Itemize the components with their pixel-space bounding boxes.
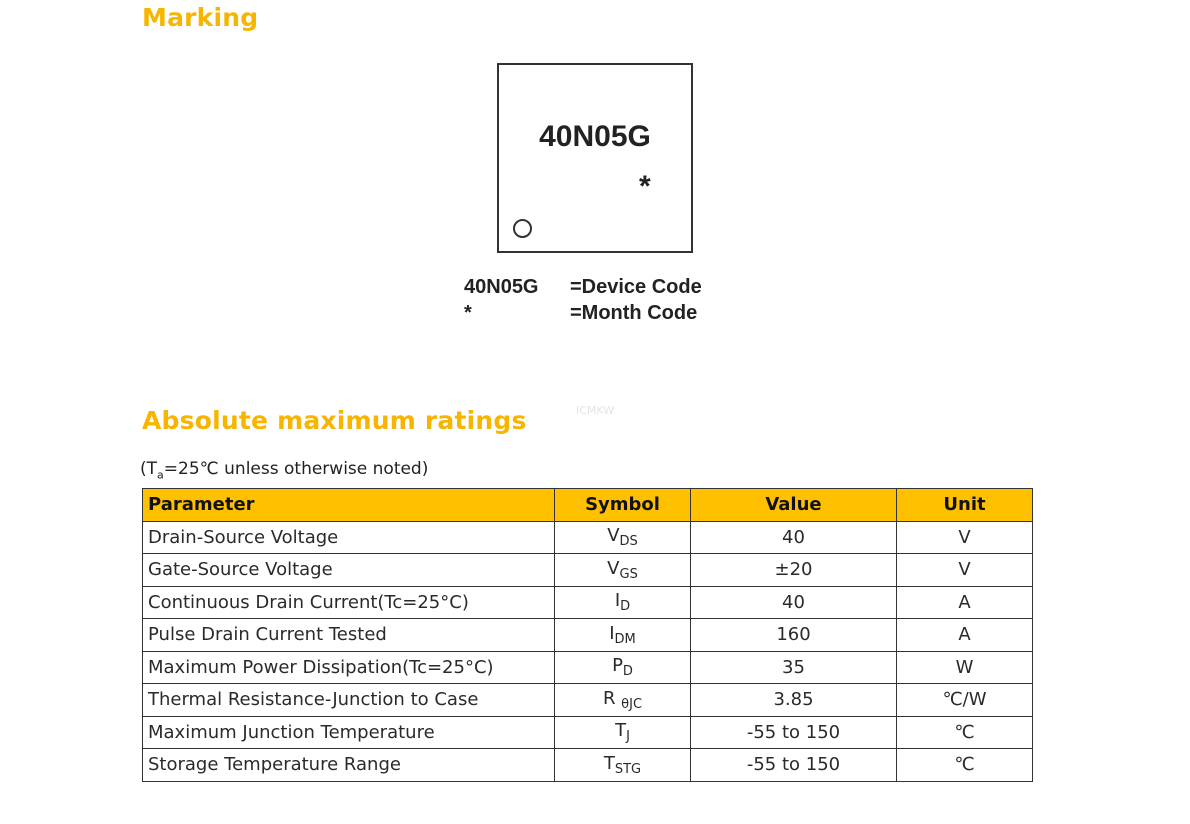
chip-device-code: 40N05G — [539, 120, 651, 153]
symbol-subscript: J — [626, 729, 630, 745]
cell-symbol — [555, 554, 691, 587]
cell-unit: A — [897, 619, 1033, 652]
cell-unit: V — [897, 554, 1033, 587]
cell-symbol — [555, 684, 691, 717]
note-subscript: a — [157, 468, 164, 482]
symbol-main: R — [602, 687, 622, 709]
cell-unit: A — [897, 586, 1033, 619]
symbol-main: T — [615, 720, 627, 742]
cell-unit: W — [897, 651, 1033, 684]
cell-parameter: Continuous Drain Current(Tc=25°C) — [143, 586, 555, 619]
cell-symbol — [555, 716, 691, 749]
table-header-row — [143, 489, 1033, 522]
cell-unit: V — [897, 521, 1033, 554]
cell-parameter: Maximum Power Dissipation(Tc=25°C) — [143, 651, 555, 684]
table-row — [143, 749, 1033, 782]
legend-key: 40N05G — [464, 276, 539, 298]
legend-meaning: =Device Code — [570, 276, 702, 298]
legend-meaning: =Month Code — [570, 302, 698, 324]
symbol-main: I — [614, 590, 621, 612]
note-prefix: (T — [140, 459, 158, 479]
cell-symbol — [555, 749, 691, 782]
legend-row — [464, 274, 702, 300]
symbol-main: T — [603, 752, 615, 774]
symbol-subscript: D — [622, 664, 633, 680]
marking-legend — [464, 274, 702, 326]
ratings-section-title: Absolute maximum ratings — [142, 406, 527, 435]
ratings-table — [142, 488, 1033, 782]
cell-value: ±20 — [691, 554, 897, 587]
table-row — [143, 716, 1033, 749]
cell-value: -55 to 150 — [691, 716, 897, 749]
chip-package-diagram — [497, 63, 693, 253]
header-symbol: Symbol — [555, 489, 691, 522]
table-row — [143, 651, 1033, 684]
symbol-main: I — [609, 622, 615, 644]
legend-key: * — [464, 302, 472, 324]
cell-parameter: Thermal Resistance-Junction to Case — [143, 684, 555, 717]
table-row — [143, 684, 1033, 717]
symbol-subscript: DS — [619, 534, 638, 550]
cell-symbol — [555, 619, 691, 652]
cell-unit: ℃ — [897, 716, 1033, 749]
note-suffix: =25℃ unless otherwise noted) — [163, 459, 429, 479]
symbol-subscript: DM — [614, 631, 636, 647]
cell-parameter: Maximum Junction Temperature — [143, 716, 555, 749]
header-value: Value — [691, 489, 897, 522]
cell-value: -55 to 150 — [691, 749, 897, 782]
cell-unit: ℃ — [897, 749, 1033, 782]
legend-row — [464, 300, 702, 326]
chip-month-mark: * — [639, 170, 651, 203]
cell-value: 35 — [691, 651, 897, 684]
cell-value: 3.85 — [691, 684, 897, 717]
table-row — [143, 586, 1033, 619]
pin1-indicator-icon — [513, 219, 532, 238]
cell-parameter: Drain-Source Voltage — [143, 521, 555, 554]
cell-unit: ℃/W — [897, 684, 1033, 717]
cell-parameter: Storage Temperature Range — [143, 749, 555, 782]
conditions-note — [140, 459, 428, 481]
symbol-subscript: D — [620, 599, 631, 615]
cell-value: 160 — [691, 619, 897, 652]
symbol-subscript: GS — [619, 566, 638, 582]
cell-parameter: Pulse Drain Current Tested — [143, 619, 555, 652]
marking-section-title: Marking — [142, 3, 259, 32]
header-parameter: Parameter — [143, 489, 555, 522]
table-row — [143, 619, 1033, 652]
header-unit: Unit — [897, 489, 1033, 522]
watermark: ICMKW — [576, 404, 615, 417]
table-row — [143, 521, 1033, 554]
table-row — [143, 554, 1033, 587]
cell-symbol — [555, 586, 691, 619]
cell-value: 40 — [691, 521, 897, 554]
symbol-main: P — [612, 655, 623, 677]
symbol-main: V — [607, 557, 620, 579]
cell-symbol — [555, 521, 691, 554]
symbol-subscript: STG — [614, 761, 642, 777]
symbol-main: V — [607, 525, 620, 547]
cell-value: 40 — [691, 586, 897, 619]
cell-symbol — [555, 651, 691, 684]
cell-parameter: Gate-Source Voltage — [143, 554, 555, 587]
symbol-subscript: θJC — [621, 696, 643, 712]
